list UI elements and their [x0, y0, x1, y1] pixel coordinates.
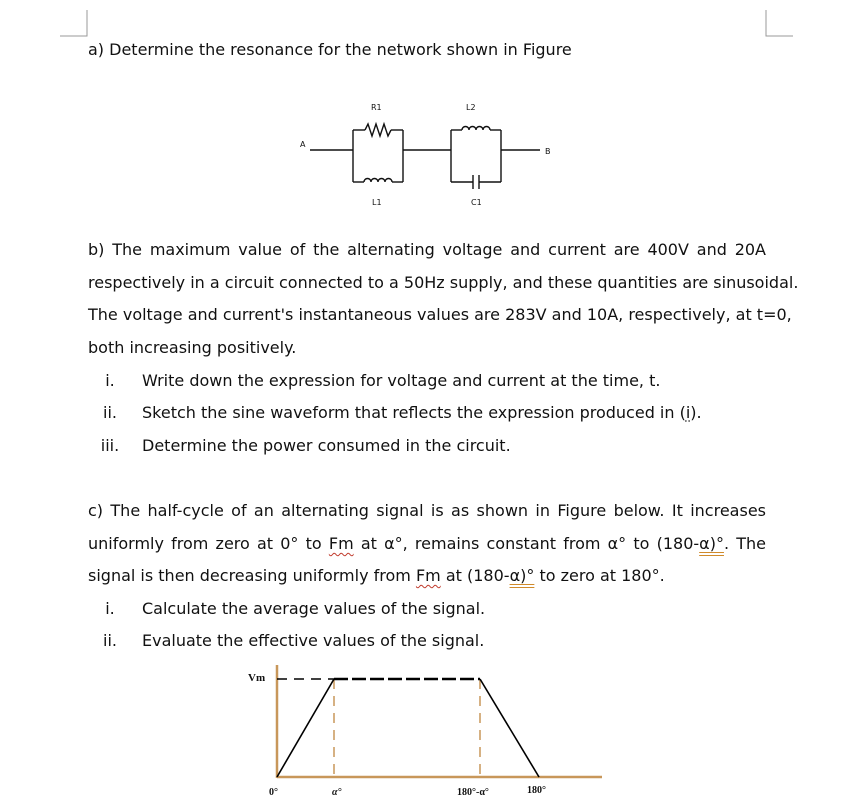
circuit-label-c1: C1	[471, 198, 482, 207]
circuit-label-b: B	[545, 147, 551, 156]
part-c-item-2-number: ii.	[103, 631, 117, 650]
part-b-item-3: Determine the power consumed in the circuit.	[142, 436, 511, 455]
part-b-item-2-number: ii.	[103, 403, 117, 422]
circuit-label-l2: L2	[466, 103, 476, 112]
part-c-line-3: signal is then decreasing uniformly from Fm at (180-α)° to zero at 180°.	[88, 566, 665, 585]
waveform-rising-edge	[277, 679, 334, 777]
circuit-label-a: A	[300, 140, 306, 149]
part-c-line-3-fm: Fm	[415, 566, 441, 585]
waveform-x-label-pi: 180°	[527, 785, 546, 796]
circuit-label-l1: L1	[372, 198, 382, 207]
part-b-item-1-number: i.	[105, 371, 115, 390]
part-c-item-1: Calculate the average values of the signal.	[142, 599, 486, 618]
part-b-line-2: respectively in a circuit connected to a 50Hz supply, and these quantities are sinusoidal.	[88, 273, 799, 292]
waveform-x-label-alpha: α°	[332, 787, 342, 798]
part-b-line-4: both increasing positively.	[88, 338, 297, 357]
circuit-label-r1: R1	[371, 103, 382, 112]
part-c-line-3-alpha: α)°	[509, 566, 535, 585]
part-c-line-2-fm: Fm	[328, 534, 354, 553]
part-b-line-1: b) The maximum value of the alternating voltage and current are 400V and 20A	[88, 240, 766, 259]
part-b-item-2: Sketch the sine waveform that reflects the expression produced in (i).	[142, 403, 702, 422]
waveform-x-label-zero: 0°	[269, 787, 278, 798]
part-a-heading: a) Determine the resonance for the network shown in Figure	[88, 40, 572, 59]
part-c-line-2: uniformly from zero at 0° to Fm at α°, remains constant from α° to (180-α)°. The	[88, 534, 766, 553]
part-b-item-1: Write down the expression for voltage and current at the time, t.	[142, 371, 661, 390]
part-c-line-2-alpha: α)°	[699, 534, 724, 553]
part-b-item-2-ref: i	[685, 403, 691, 422]
waveform-falling-edge	[480, 679, 539, 777]
part-c-item-1-number: i.	[105, 599, 115, 618]
part-b-item-3-number: iii.	[100, 436, 120, 455]
part-c-item-2: Evaluate the effective values of the signal.	[142, 631, 485, 650]
part-c-line-1: c) The half-cycle of an alternating signal is as shown in Figure below. It increases	[88, 501, 766, 520]
waveform-y-label: Vm	[248, 672, 266, 684]
waveform-x-label-pi-minus-alpha: 180°-α°	[457, 787, 489, 798]
part-b-line-3: The voltage and current's instantaneous values are 283V and 10A, respectively, at t=0,	[88, 305, 792, 324]
